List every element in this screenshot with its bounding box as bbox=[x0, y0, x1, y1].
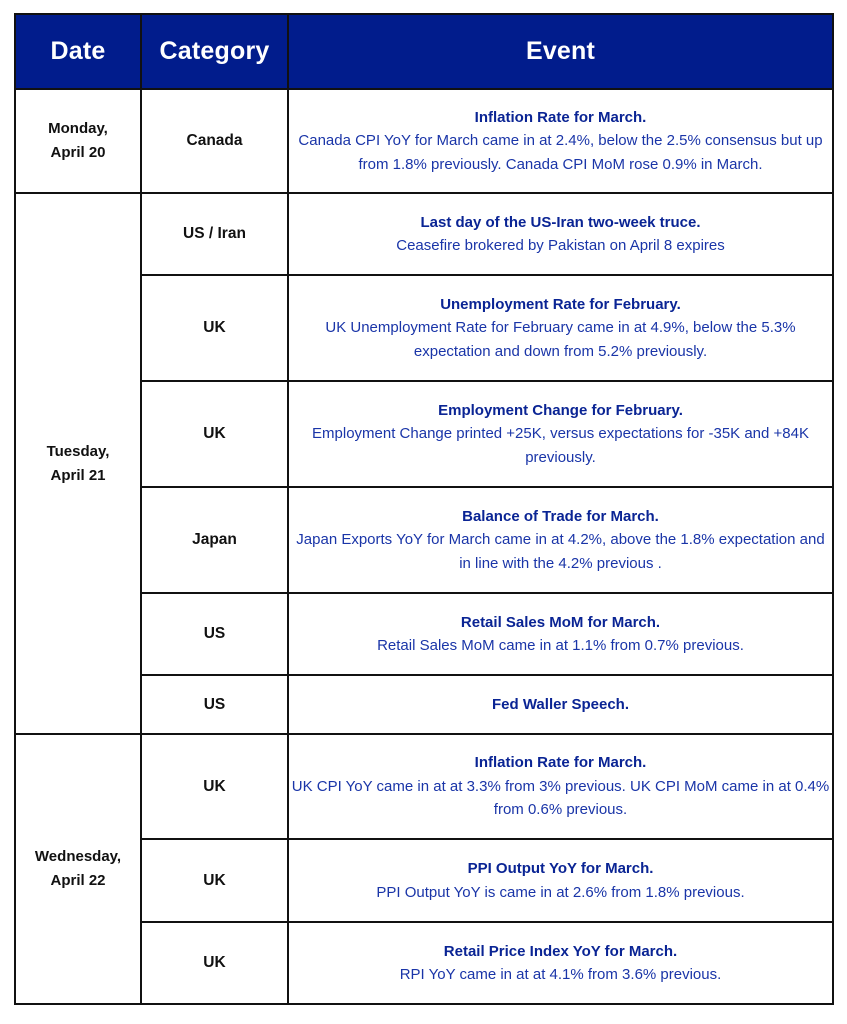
category-cell: Japan bbox=[141, 487, 288, 593]
category-cell: UK bbox=[141, 275, 288, 381]
table-row bbox=[15, 193, 833, 275]
header-category: Category bbox=[141, 14, 288, 89]
event-title: Inflation Rate for March. bbox=[474, 754, 647, 772]
event-description: Employment Change printed +25K, versus expectations for -35K and +84K previously. bbox=[312, 425, 809, 466]
event-cell bbox=[288, 381, 833, 487]
table-row bbox=[15, 89, 833, 193]
day-label: Wednesday, bbox=[34, 848, 122, 865]
header-event: Event bbox=[288, 14, 833, 89]
event-cell bbox=[288, 675, 833, 734]
date-cell-monday bbox=[15, 89, 141, 193]
date-label: April 20 bbox=[50, 144, 106, 161]
category-cell: UK bbox=[141, 381, 288, 487]
event-description: Canada CPI YoY for March came in at 2.4%, below the 2.5% consensus but up from 1.8% previously. Canada CPI MoM rose 0.9% in March. bbox=[298, 132, 823, 173]
event-title: Unemployment Rate for February. bbox=[440, 295, 681, 313]
category-cell: US bbox=[141, 593, 288, 675]
event-cell bbox=[288, 593, 833, 675]
category-cell: UK bbox=[141, 922, 288, 1004]
category-cell: US bbox=[141, 675, 288, 734]
event-cell bbox=[288, 275, 833, 381]
event-title: Retail Price Index YoY for March. bbox=[443, 942, 678, 960]
table-body bbox=[15, 89, 833, 1004]
event-title: Employment Change for February. bbox=[438, 401, 683, 419]
date-label: April 22 bbox=[50, 872, 106, 889]
event-title: PPI Output YoY for March. bbox=[467, 860, 654, 877]
table-row bbox=[15, 734, 833, 839]
date-label: April 21 bbox=[50, 466, 106, 484]
date-cell-wednesday bbox=[15, 734, 141, 1004]
event-cell bbox=[288, 487, 833, 593]
event-cell bbox=[288, 734, 833, 839]
category-cell: Canada bbox=[141, 89, 288, 193]
header-row bbox=[15, 14, 833, 89]
category-cell: UK bbox=[141, 839, 288, 922]
event-title: Fed Waller Speech. bbox=[492, 695, 629, 713]
event-title: Retail Sales MoM for March. bbox=[460, 613, 661, 631]
date-cell-tuesday bbox=[15, 193, 141, 734]
day-label: Monday, bbox=[48, 120, 108, 137]
event-cell bbox=[288, 193, 833, 275]
event-description: UK CPI YoY came in at at 3.3% from 3% previous. UK CPI MoM came in at 0.4% from 0.6% previous. bbox=[291, 777, 830, 819]
event-description: PPI Output YoY is came in at 2.6% from 1.8% previous. bbox=[376, 883, 745, 901]
event-cell bbox=[288, 922, 833, 1004]
header-date: Date bbox=[15, 14, 141, 89]
category-cell: US / Iran bbox=[141, 193, 288, 275]
event-description: Japan Exports YoY for March came in at 4.2%, above the 1.8% expectation and in line with the 4.2% previous . bbox=[296, 531, 825, 572]
event-title: Balance of Trade for March. bbox=[462, 507, 659, 525]
day-label: Tuesday, bbox=[46, 442, 110, 460]
event-description: Retail Sales MoM came in at 1.1% from 0.7% previous. bbox=[377, 637, 744, 654]
economic-calendar-table bbox=[14, 13, 834, 1005]
event-description: Ceasefire brokered by Pakistan on April 8 expires bbox=[396, 237, 725, 254]
category-cell: UK bbox=[141, 734, 288, 839]
table-header bbox=[15, 14, 833, 89]
event-description: UK Unemployment Rate for February came in at 4.9%, below the 5.3% expectation and down from 5.2% previously. bbox=[325, 319, 796, 360]
event-title: Inflation Rate for March. bbox=[474, 108, 647, 126]
event-cell bbox=[288, 89, 833, 193]
event-cell bbox=[288, 839, 833, 922]
event-title: Last day of the US-Iran two-week truce. bbox=[420, 213, 701, 231]
event-description: RPI YoY came in at at 4.1% from 3.6% previous. bbox=[399, 966, 722, 983]
